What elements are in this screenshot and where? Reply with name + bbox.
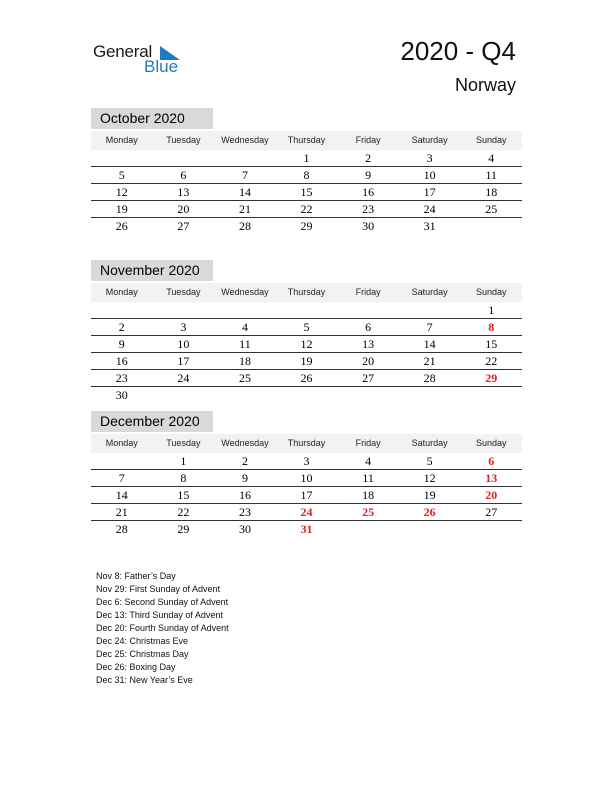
day-cell: 15 bbox=[177, 488, 190, 502]
day-cell: 6 bbox=[365, 320, 372, 334]
day-cell: 24 bbox=[423, 202, 436, 216]
day-cell: 7 bbox=[426, 320, 433, 334]
day-cell: 7 bbox=[118, 471, 125, 485]
week-row bbox=[91, 353, 522, 370]
day-cell bbox=[460, 218, 522, 234]
day-cell: 29 bbox=[177, 522, 190, 536]
week-row bbox=[91, 470, 522, 487]
month-label: November 2020 bbox=[91, 260, 213, 281]
day-cell bbox=[214, 302, 276, 318]
day-cell: 16 bbox=[238, 488, 251, 502]
week-row bbox=[91, 302, 522, 319]
day-cell: 25 bbox=[362, 505, 375, 519]
weekday-label: Thursday bbox=[287, 135, 326, 145]
day-cell: 18 bbox=[238, 354, 251, 368]
month-december bbox=[91, 411, 522, 537]
country-name: Norway bbox=[454, 75, 516, 95]
day-cell: 23 bbox=[115, 371, 128, 385]
day-cell: 31 bbox=[423, 219, 436, 233]
weekday-header-row bbox=[91, 283, 522, 302]
weekday-label: Friday bbox=[355, 287, 381, 297]
day-cell: 11 bbox=[362, 471, 374, 485]
week-row bbox=[91, 336, 522, 353]
holiday-notes bbox=[96, 570, 229, 687]
day-cell: 26 bbox=[300, 371, 313, 385]
holiday-note: Dec 25: Christmas Day bbox=[96, 649, 189, 659]
day-cell bbox=[337, 521, 399, 537]
day-cell: 26 bbox=[423, 505, 436, 519]
day-cell: 22 bbox=[177, 505, 190, 519]
day-cell: 30 bbox=[238, 522, 251, 536]
week-row bbox=[91, 218, 522, 234]
day-cell: 18 bbox=[485, 185, 498, 199]
week-row bbox=[91, 167, 522, 184]
holiday-note: Dec 26: Boxing Day bbox=[96, 662, 176, 672]
holiday-note: Dec 20: Fourth Sunday of Advent bbox=[96, 623, 229, 633]
weekday-label: Monday bbox=[105, 135, 138, 145]
day-cell: 3 bbox=[426, 151, 433, 165]
holiday-note: Dec 24: Christmas Eve bbox=[96, 636, 189, 646]
day-cell: 2 bbox=[365, 151, 372, 165]
weekday-label: Tuesday bbox=[166, 438, 201, 448]
day-cell bbox=[460, 521, 522, 537]
day-cell: 28 bbox=[115, 522, 128, 536]
weekday-label: Wednesday bbox=[221, 287, 269, 297]
day-cell: 21 bbox=[423, 354, 436, 368]
day-cell: 23 bbox=[238, 505, 251, 519]
day-cell bbox=[91, 302, 153, 318]
day-cell: 10 bbox=[177, 337, 190, 351]
weekday-header-row bbox=[91, 434, 522, 453]
day-cell: 7 bbox=[241, 168, 248, 182]
day-cell bbox=[399, 387, 461, 403]
day-cell bbox=[337, 302, 399, 318]
day-cell: 17 bbox=[423, 185, 436, 199]
day-cell: 16 bbox=[115, 354, 128, 368]
weekday-label: Friday bbox=[355, 135, 381, 145]
day-cell: 19 bbox=[423, 488, 436, 502]
weekday-header-row bbox=[91, 131, 522, 150]
day-cell: 15 bbox=[300, 185, 313, 199]
day-cell: 5 bbox=[303, 320, 310, 334]
month-october bbox=[91, 108, 522, 234]
day-cell: 29 bbox=[300, 219, 313, 233]
month-label: October 2020 bbox=[91, 108, 213, 129]
day-cell bbox=[91, 453, 153, 469]
day-cell bbox=[153, 387, 215, 403]
day-cell bbox=[153, 150, 215, 166]
day-cell bbox=[460, 387, 522, 403]
day-cell bbox=[276, 387, 338, 403]
day-cell: 27 bbox=[362, 371, 375, 385]
day-cell bbox=[91, 150, 153, 166]
day-cell: 17 bbox=[177, 354, 190, 368]
weekday-label: Sunday bbox=[475, 438, 507, 448]
day-cell: 2 bbox=[118, 320, 125, 334]
day-cell: 6 bbox=[488, 454, 495, 468]
day-cell: 28 bbox=[423, 371, 436, 385]
holiday-note: Nov 8: Father’s Day bbox=[96, 571, 176, 581]
logo-word-blue: Blue bbox=[144, 57, 179, 76]
day-cell: 4 bbox=[488, 151, 495, 165]
day-cell: 29 bbox=[485, 371, 498, 385]
month-label: December 2020 bbox=[91, 411, 213, 432]
week-row bbox=[91, 370, 522, 387]
day-cell: 19 bbox=[115, 202, 128, 216]
weekday-label: Saturday bbox=[411, 135, 448, 145]
day-cell: 1 bbox=[488, 303, 495, 317]
day-cell: 12 bbox=[300, 337, 313, 351]
day-cell: 9 bbox=[365, 168, 372, 182]
day-cell bbox=[337, 387, 399, 403]
week-row bbox=[91, 319, 522, 336]
holiday-note: Nov 29: First Sunday of Advent bbox=[96, 584, 221, 594]
week-row bbox=[91, 453, 522, 470]
week-row bbox=[91, 387, 522, 403]
day-cell: 17 bbox=[300, 488, 313, 502]
week-row bbox=[91, 150, 522, 167]
day-cell: 4 bbox=[241, 320, 248, 334]
day-cell: 21 bbox=[115, 505, 128, 519]
day-cell: 12 bbox=[115, 185, 128, 199]
day-cell: 20 bbox=[362, 354, 375, 368]
day-cell: 27 bbox=[485, 505, 498, 519]
day-cell: 15 bbox=[485, 337, 498, 351]
day-cell: 25 bbox=[238, 371, 251, 385]
day-cell: 20 bbox=[485, 488, 498, 502]
weekday-label: Saturday bbox=[411, 438, 448, 448]
weekday-label: Wednesday bbox=[221, 438, 269, 448]
day-cell: 11 bbox=[239, 337, 251, 351]
day-cell: 5 bbox=[118, 168, 125, 182]
week-row bbox=[91, 201, 522, 218]
day-cell: 9 bbox=[241, 471, 248, 485]
day-cell: 13 bbox=[362, 337, 375, 351]
day-cell bbox=[214, 387, 276, 403]
holiday-note: Dec 31: New Year’s Eve bbox=[96, 675, 193, 685]
weekday-label: Sunday bbox=[475, 287, 507, 297]
day-cell: 22 bbox=[300, 202, 313, 216]
weekday-label: Friday bbox=[355, 438, 381, 448]
day-cell: 1 bbox=[180, 454, 187, 468]
weekday-label: Saturday bbox=[411, 287, 448, 297]
logo-word-general: General bbox=[93, 42, 153, 61]
day-cell: 1 bbox=[303, 151, 310, 165]
day-cell bbox=[153, 302, 215, 318]
day-cell: 2 bbox=[241, 454, 248, 468]
weekday-label: Thursday bbox=[287, 438, 326, 448]
day-cell: 16 bbox=[362, 185, 375, 199]
day-cell: 14 bbox=[423, 337, 436, 351]
day-cell: 31 bbox=[300, 522, 313, 536]
day-cell bbox=[399, 302, 461, 318]
weekday-label: Thursday bbox=[287, 287, 326, 297]
generalblue-logo bbox=[93, 42, 193, 82]
month-november bbox=[91, 260, 522, 403]
day-cell: 12 bbox=[423, 471, 436, 485]
week-row bbox=[91, 184, 522, 201]
day-cell: 13 bbox=[177, 185, 190, 199]
day-cell: 22 bbox=[485, 354, 498, 368]
day-cell: 14 bbox=[115, 488, 128, 502]
day-cell: 30 bbox=[362, 219, 375, 233]
day-cell: 20 bbox=[177, 202, 190, 216]
day-cell: 26 bbox=[115, 219, 128, 233]
day-cell: 4 bbox=[365, 454, 372, 468]
weekday-label: Tuesday bbox=[166, 287, 201, 297]
day-cell: 14 bbox=[238, 185, 251, 199]
holiday-note: Dec 13: Third Sunday of Advent bbox=[96, 610, 223, 620]
day-cell: 28 bbox=[238, 219, 251, 233]
day-cell bbox=[276, 302, 338, 318]
day-cell: 18 bbox=[362, 488, 375, 502]
day-cell bbox=[399, 521, 461, 537]
day-cell: 11 bbox=[485, 168, 498, 182]
day-cell: 27 bbox=[177, 219, 190, 233]
day-cell: 6 bbox=[180, 168, 187, 182]
week-row bbox=[91, 521, 522, 537]
day-cell: 25 bbox=[485, 202, 498, 216]
day-cell: 8 bbox=[180, 471, 187, 485]
day-cell: 21 bbox=[238, 202, 251, 216]
weekday-label: Sunday bbox=[475, 135, 507, 145]
week-row bbox=[91, 487, 522, 504]
day-cell bbox=[214, 150, 276, 166]
page-title: 2020 - Q4 bbox=[400, 36, 516, 66]
day-cell: 3 bbox=[180, 320, 187, 334]
day-cell: 23 bbox=[362, 202, 375, 216]
day-cell: 10 bbox=[300, 471, 313, 485]
day-cell: 13 bbox=[485, 471, 498, 485]
day-cell: 24 bbox=[300, 505, 313, 519]
day-cell: 9 bbox=[118, 337, 125, 351]
day-cell: 19 bbox=[300, 354, 313, 368]
day-cell: 8 bbox=[488, 320, 495, 334]
weekday-label: Monday bbox=[105, 438, 138, 448]
day-cell: 3 bbox=[303, 454, 310, 468]
day-cell: 10 bbox=[423, 168, 436, 182]
weekday-label: Wednesday bbox=[221, 135, 269, 145]
day-cell: 24 bbox=[177, 371, 190, 385]
holiday-note: Dec 6: Second Sunday of Advent bbox=[96, 597, 229, 607]
week-row bbox=[91, 504, 522, 521]
weekday-label: Monday bbox=[105, 287, 138, 297]
day-cell: 8 bbox=[303, 168, 310, 182]
weekday-label: Tuesday bbox=[166, 135, 201, 145]
day-cell: 5 bbox=[426, 454, 433, 468]
day-cell: 30 bbox=[115, 388, 128, 402]
